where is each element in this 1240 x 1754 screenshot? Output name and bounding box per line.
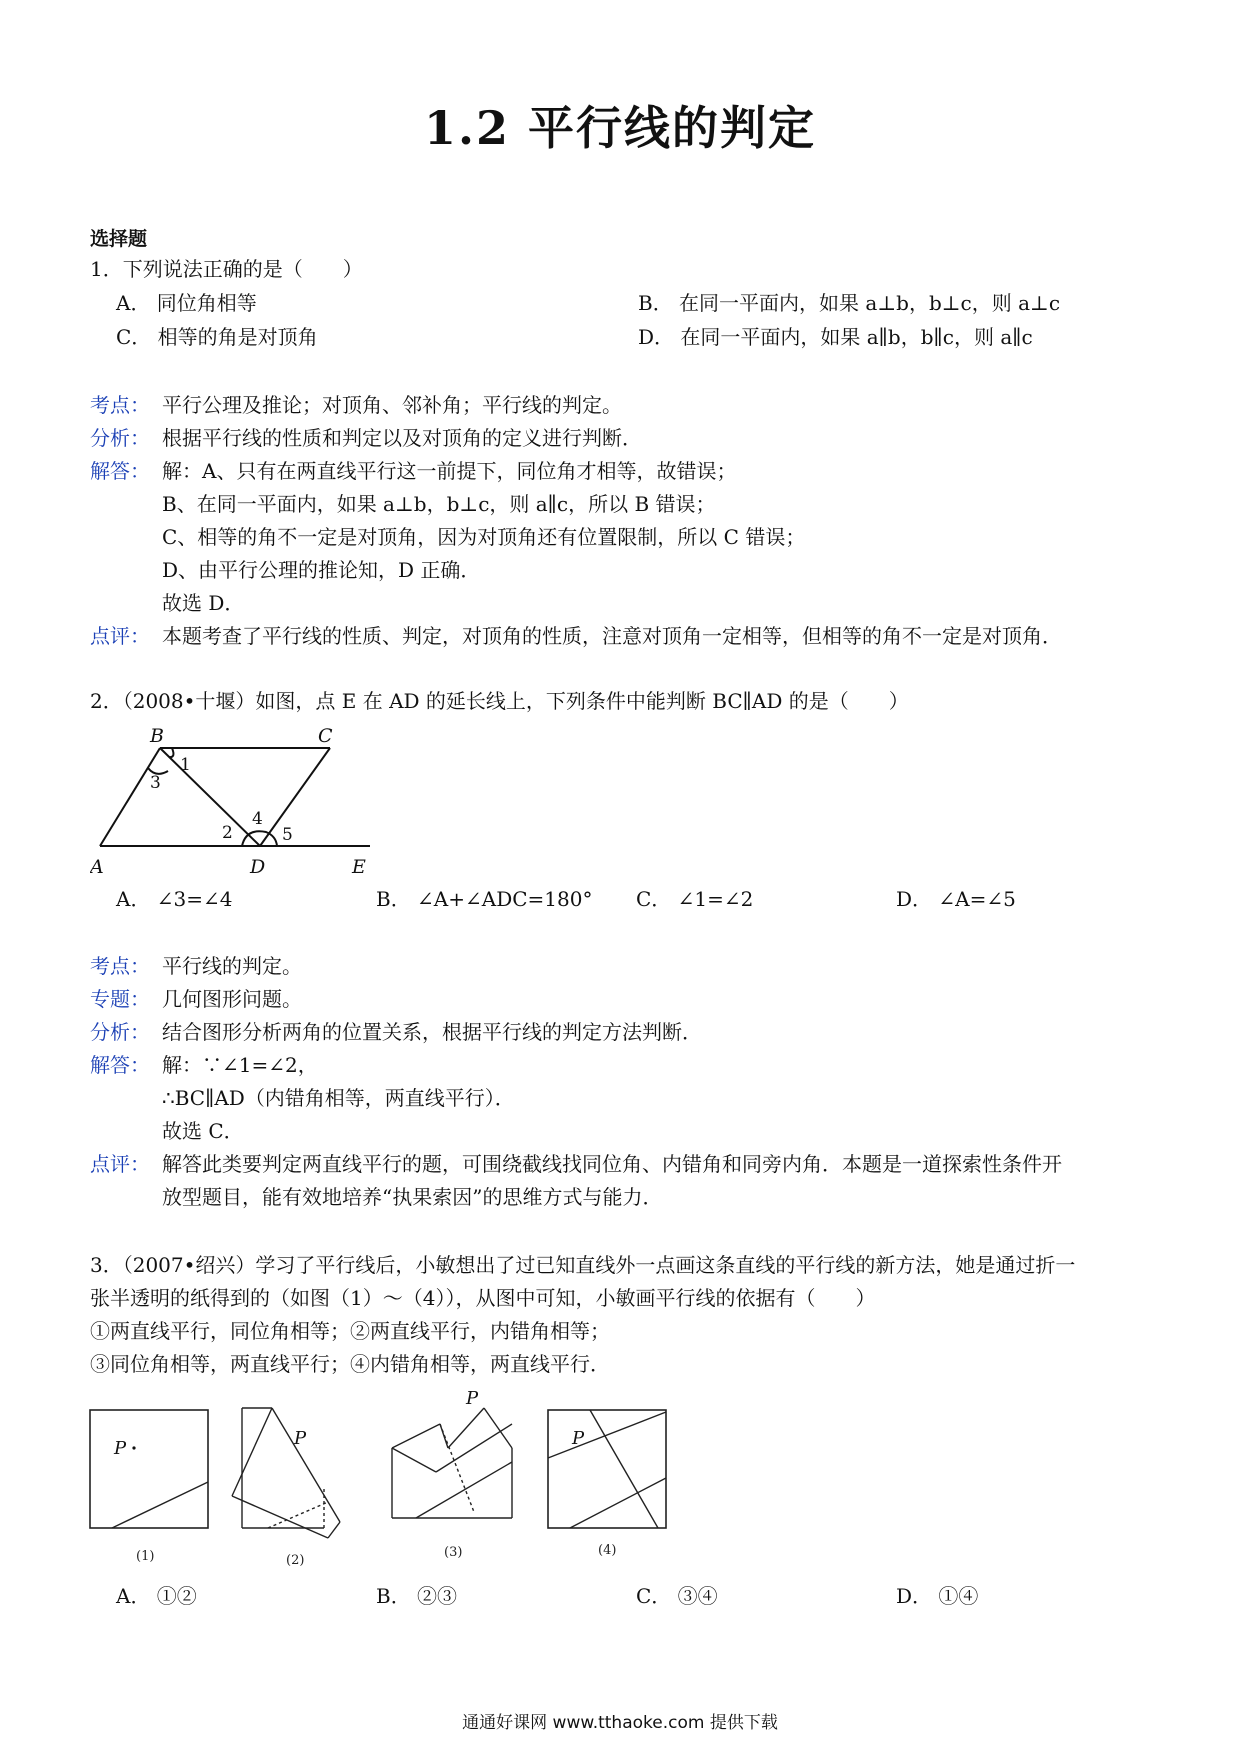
point-p-label: P <box>294 1428 307 1449</box>
q1-fenxi-label: 分析： <box>90 426 150 450</box>
figure-caption: (3) <box>444 1545 463 1560</box>
figure-caption: (1) <box>136 1549 155 1564</box>
q1-dianping-label: 点评： <box>90 624 150 648</box>
q2-dianping-line: 放型题目，能有效地培养“执果索因”的思维方式与能力． <box>162 1185 663 1209</box>
q1-jieda-line: 故选 D． <box>162 591 245 615</box>
q2-zhuanti-label: 专题： <box>90 987 150 1011</box>
q2-dianping-label: 点评： <box>90 1152 150 1176</box>
q2-option-d: D． ∠A=∠5 <box>896 887 1016 911</box>
q3-option-c: C． ③④ <box>636 1584 718 1608</box>
q2-dianping-line: 解答此类要判定两直线平行的题，可围绕截线找同位角、内错角和同旁内角．本题是一道探索性条件开 <box>162 1152 1062 1176</box>
q3-option-a: A． ①② <box>116 1584 197 1608</box>
vertex-label-c: C <box>318 725 333 747</box>
q2-jieda-line: ∴BC∥AD（内错角相等，两直线平行）． <box>162 1086 515 1110</box>
q1-fenxi: 根据平行线的性质和判定以及对顶角的定义进行判断． <box>162 426 642 450</box>
q3-statement-line: ③同位角相等，两直线平行；④内错角相等，两直线平行． <box>90 1352 610 1376</box>
q1-dianping: 本题考查了平行线的性质、判定，对顶角的性质，注意对顶角一定相等，但相等的角不一定是对顶角． <box>162 624 1062 648</box>
q1-jieda-line: D、由平行公理的推论知，D 正确． <box>162 558 481 582</box>
q3-figure-4 <box>546 1408 670 1568</box>
q2-fenxi: 结合图形分析两角的位置关系，根据平行线的判定方法判断． <box>162 1020 702 1044</box>
q3-statement-line: ①两直线平行，同位角相等；②两直线平行，内错角相等； <box>90 1319 610 1343</box>
q3-stem-line: 3．（2007•绍兴）学习了平行线后，小敏想出了过已知直线外一点画这条直线的平行线的新方法，她是通过折一 <box>90 1253 1076 1277</box>
point-p-label: P <box>572 1428 585 1449</box>
q1-jieda-line: C、相等的角不一定是对顶角，因为对顶角还有位置限制，所以 C 错误； <box>162 525 806 549</box>
angle-label-2: 2 <box>222 823 233 843</box>
page-footer: 通通好课网 www.tthaoke.com 提供下载 <box>462 1713 778 1733</box>
q2-option-c: C． ∠1=∠2 <box>636 887 754 911</box>
page-title: 1.2 平行线的判定 <box>423 101 817 155</box>
angle-arc-1 <box>169 748 173 757</box>
angle-label-4: 4 <box>252 809 263 829</box>
vertex-label-d: D <box>250 856 266 878</box>
q1-jieda-label: 解答： <box>90 459 150 483</box>
segment-cd <box>260 748 330 846</box>
q3-figure-2 <box>228 1400 346 1568</box>
q1-stem: 1．下列说法正确的是（ ） <box>90 257 363 281</box>
q2-zhuanti: 几何图形问题。 <box>162 987 302 1011</box>
q3-option-d: D． ①④ <box>896 1584 979 1608</box>
vertex-label-a: A <box>90 856 104 878</box>
segment-ab <box>100 748 160 846</box>
q3-stem-line: 张半透明的纸得到的（如图（1）～（4）），从图中可知，小敏画平行线的依据有（ ） <box>90 1286 876 1310</box>
point-p-label: P <box>114 1438 127 1459</box>
q1-option-c: C． 相等的角是对顶角 <box>116 325 318 349</box>
angle-label-1: 1 <box>180 755 191 775</box>
q3-figure-3 <box>388 1388 518 1568</box>
q1-option-b: B． 在同一平面内，如果 a⊥b，b⊥c，则 a⊥c <box>638 291 1061 315</box>
q2-kaodian-label: 考点： <box>90 954 150 978</box>
q1-jieda-line: B、在同一平面内，如果 a⊥b，b⊥c，则 a∥c，所以 B 错误； <box>162 492 716 516</box>
q2-stem: 2．（2008•十堰）如图，点 E 在 AD 的延长线上，下列条件中能判断 BC∥AD 的是（ ） <box>90 689 909 713</box>
q2-jieda-line: 故选 C． <box>162 1119 244 1143</box>
q1-option-a: A． 同位角相等 <box>116 291 257 315</box>
figure-caption: (4) <box>598 1543 617 1558</box>
q1-jieda-line: 解：A、只有在两直线平行这一前提下，同位角才相等，故错误； <box>162 459 737 483</box>
q1-kaodian: 平行公理及推论；对顶角、邻补角；平行线的判定。 <box>162 393 622 417</box>
q2-option-b: B． ∠A+∠ADC=180° <box>376 887 593 911</box>
vertex-label-e: E <box>352 856 366 878</box>
figure-caption: (2) <box>286 1553 305 1568</box>
diagonal-bd <box>160 748 260 846</box>
q1-kaodian-label: 考点： <box>90 393 150 417</box>
q2-parallelogram-figure <box>90 720 380 880</box>
q3-figure-1 <box>88 1408 212 1568</box>
angle-label-3: 3 <box>150 773 161 793</box>
q2-kaodian: 平行线的判定。 <box>162 954 302 978</box>
q2-jieda-label: 解答： <box>90 1053 150 1077</box>
q2-fenxi-label: 分析： <box>90 1020 150 1044</box>
section-heading: 选择题 <box>90 228 148 250</box>
point-p-label: P <box>466 1388 479 1409</box>
vertex-label-b: B <box>150 725 164 747</box>
angle-label-5: 5 <box>282 825 293 845</box>
q1-option-d: D． 在同一平面内，如果 a∥b，b∥c，则 a∥c <box>638 325 1033 349</box>
q2-option-a: A． ∠3=∠4 <box>116 887 233 911</box>
q2-jieda-line: 解：∵∠1=∠2， <box>162 1053 318 1077</box>
q3-option-b: B． ②③ <box>376 1584 458 1608</box>
